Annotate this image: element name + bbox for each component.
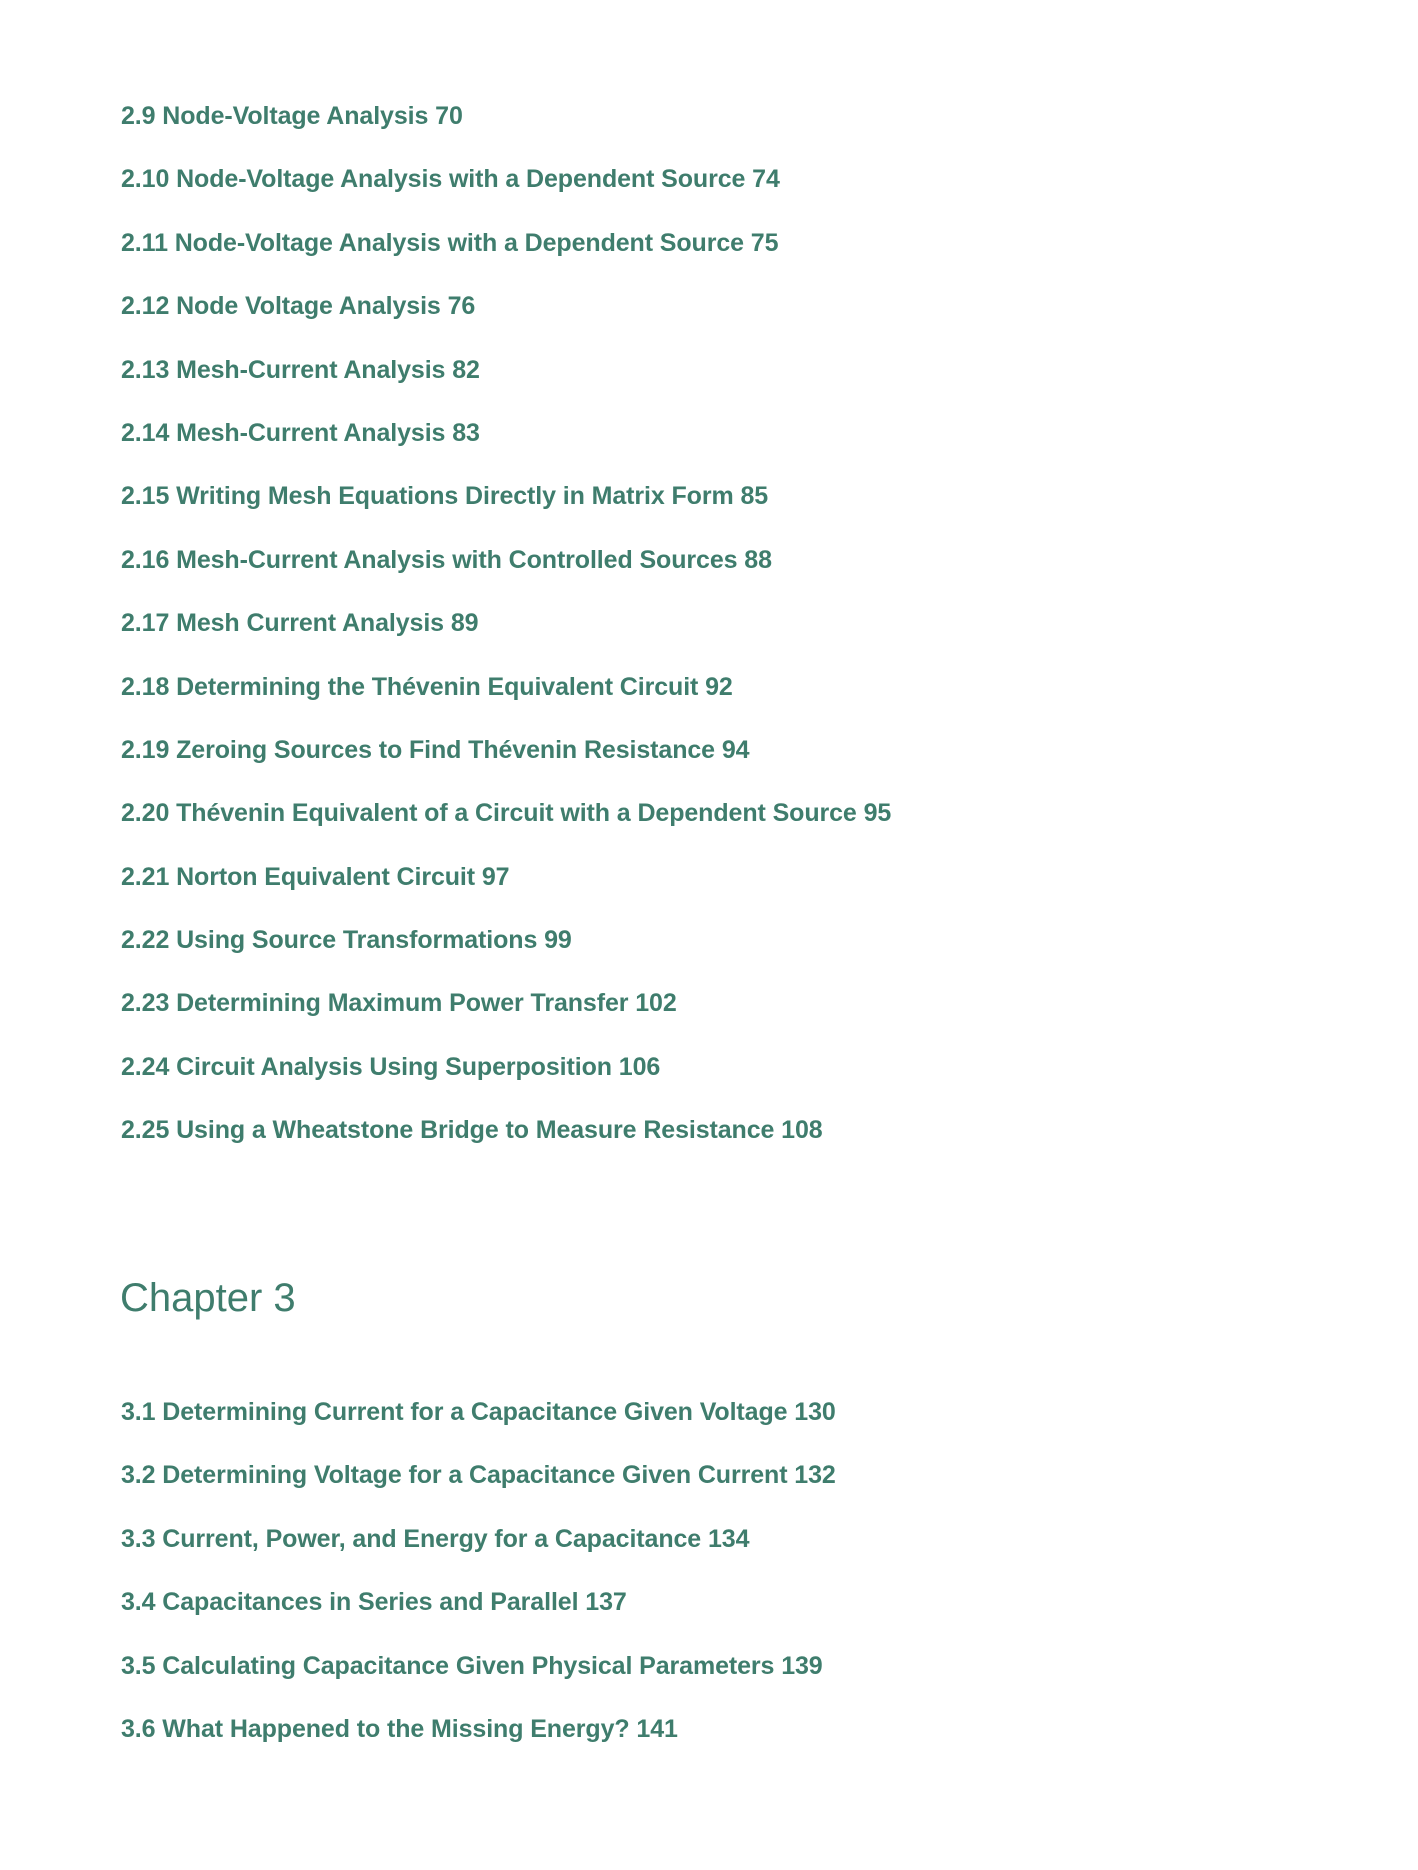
toc-link-3-1[interactable]: 3.1 Determining Current for a Capacitance Given Voltage 130 bbox=[121, 1398, 836, 1426]
toc-entry bbox=[121, 355, 891, 421]
chapter-3-toc-list bbox=[121, 1400, 836, 1780]
toc-entry bbox=[121, 735, 891, 801]
toc-entry bbox=[121, 1118, 891, 1181]
toc-entry bbox=[121, 1052, 891, 1118]
toc-entry bbox=[121, 1463, 836, 1526]
toc-link-2-18[interactable]: 2.18 Determining the Thévenin Equivalent Circuit 92 bbox=[121, 672, 733, 701]
toc-entry bbox=[121, 545, 891, 611]
toc-entry bbox=[121, 991, 891, 1054]
toc-entry bbox=[121, 801, 891, 864]
toc-entry bbox=[121, 228, 891, 294]
chapter-3-heading: Chapter 3 bbox=[120, 1276, 296, 1320]
toc-link-2-12[interactable]: 2.12 Node Voltage Analysis 76 bbox=[121, 292, 476, 321]
toc-link-3-5[interactable]: 3.5 Calculating Capacitance Given Physical Parameters 139 bbox=[121, 1651, 823, 1680]
toc-link-2-10[interactable]: 2.10 Node-Voltage Analysis with a Dependent Source 74 bbox=[121, 165, 780, 194]
toc-link-2-14[interactable]: 2.14 Mesh-Current Analysis 83 bbox=[121, 418, 480, 447]
toc-link-3-4[interactable]: 3.4 Capacitances in Series and Parallel 137 bbox=[121, 1588, 627, 1617]
toc-link-2-9[interactable]: 2.9 Node-Voltage Analysis 70 bbox=[121, 102, 463, 130]
toc-link-2-15[interactable]: 2.15 Writing Mesh Equations Directly in Matrix Form 85 bbox=[121, 482, 769, 511]
chapter-2-toc-list bbox=[121, 104, 891, 1182]
toc-link-3-6[interactable]: 3.6 What Happened to the Missing Energy? 141 bbox=[121, 1714, 678, 1743]
toc-entry bbox=[121, 1714, 836, 1780]
toc-link-3-2[interactable]: 3.2 Determining Voltage for a Capacitance Given Current 132 bbox=[121, 1461, 836, 1490]
toc-link-2-25[interactable]: 2.25 Using a Wheatstone Bridge to Measure Resistance 108 bbox=[121, 1116, 823, 1145]
toc-entry bbox=[121, 611, 891, 674]
toc-link-2-21[interactable]: 2.21 Norton Equivalent Circuit 97 bbox=[121, 862, 510, 891]
toc-entry bbox=[121, 167, 891, 230]
toc-link-2-13[interactable]: 2.13 Mesh-Current Analysis 82 bbox=[121, 355, 480, 384]
toc-link-2-19[interactable]: 2.19 Zeroing Sources to Find Thévenin Resistance 94 bbox=[121, 735, 750, 764]
toc-link-2-24[interactable]: 2.24 Circuit Analysis Using Superposition 106 bbox=[121, 1052, 661, 1081]
toc-link-2-17[interactable]: 2.17 Mesh Current Analysis 89 bbox=[121, 609, 479, 638]
toc-entry bbox=[121, 672, 891, 738]
toc-entry bbox=[121, 862, 891, 928]
toc-link-2-23[interactable]: 2.23 Determining Maximum Power Transfer 102 bbox=[121, 989, 677, 1018]
toc-entry bbox=[121, 1524, 836, 1590]
toc-entry bbox=[121, 418, 891, 484]
toc-link-2-11[interactable]: 2.11 Node-Voltage Analysis with a Dependent Source 75 bbox=[121, 228, 779, 257]
toc-entry bbox=[121, 1590, 836, 1653]
toc-link-3-3[interactable]: 3.3 Current, Power, and Energy for a Capacitance 134 bbox=[121, 1524, 750, 1553]
toc-link-2-22[interactable]: 2.22 Using Source Transformations 99 bbox=[121, 926, 572, 955]
toc-entry bbox=[121, 1651, 836, 1717]
toc-link-2-20[interactable]: 2.20 Thévenin Equivalent of a Circuit with a Dependent Source 95 bbox=[121, 799, 892, 828]
toc-link-2-16[interactable]: 2.16 Mesh-Current Analysis with Controlled Sources 88 bbox=[121, 545, 772, 574]
toc-entry bbox=[121, 484, 891, 547]
toc-entry bbox=[121, 928, 891, 991]
toc-entry bbox=[121, 294, 891, 357]
toc-entry bbox=[121, 104, 891, 167]
toc-entry bbox=[121, 1400, 836, 1463]
